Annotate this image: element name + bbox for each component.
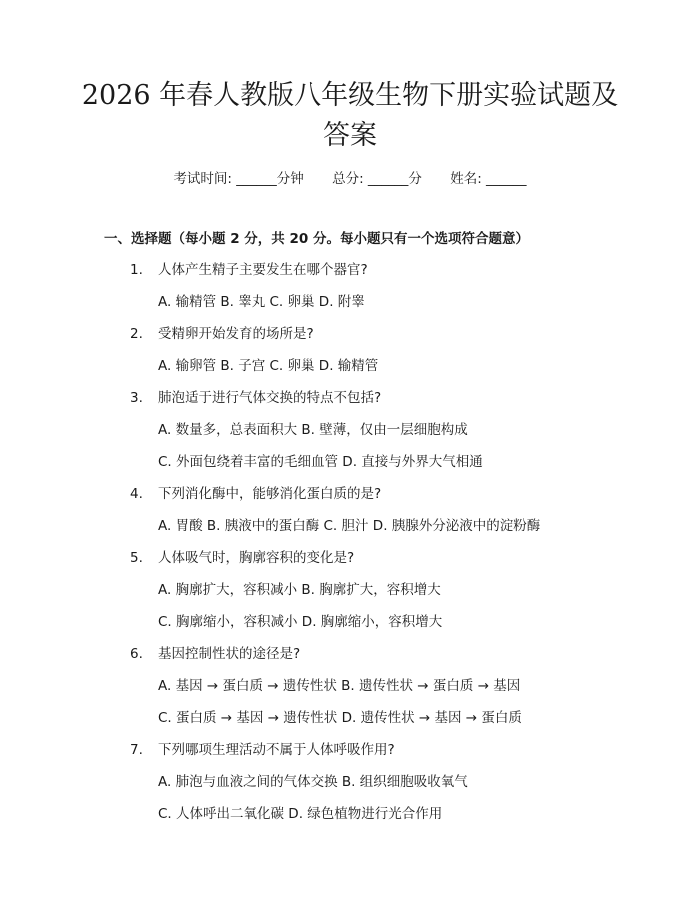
question-3 (130, 388, 381, 408)
question-3-options-line-1: A. 数量多，总表面积大 B. 壁薄，仅由一层细胞构成 (158, 422, 468, 438)
question-2-options: A. 输卵管 B. 子宫 C. 卵巢 D. 输精管 (158, 358, 379, 374)
question-6-options-line-1: A. 基因 → 蛋白质 → 遗传性状 B. 遗传性状 → 蛋白质 → 基因 (158, 678, 521, 694)
question-7-options-line-2: C. 人体呼出二氧化碳 D. 绿色植物进行光合作用 (158, 806, 443, 822)
question-text: 人体吸气时，胸廓容积的变化是? (158, 550, 355, 566)
section-title: 一、选择题（每小题 2 分，共 20 分。每小题只有一个选项符合题意） (104, 231, 529, 247)
question-text: 基因控制性状的途径是? (158, 646, 301, 662)
title-line-1: 2026 年春人教版八年级生物下册实验试题及 (81, 80, 619, 111)
question-text: 人体产生精子主要发生在哪个器官? (158, 262, 368, 278)
total-score-field: 总分: ______分 (332, 171, 422, 187)
page-title (60, 76, 640, 156)
question-5-options-line-2: C. 胸廓缩小，容积减小 D. 胸廓缩小，容积增大 (158, 614, 443, 630)
question-number: 4. (130, 486, 143, 502)
question-1 (130, 260, 368, 280)
question-2 (130, 324, 314, 344)
question-number: 5. (130, 550, 143, 566)
question-number: 6. (130, 646, 143, 662)
question-7-options-line-1: A. 肺泡与血液之间的气体交换 B. 组织细胞吸收氧气 (158, 774, 468, 790)
title-line-2: 答案 (323, 120, 377, 151)
question-number: 7. (130, 742, 143, 758)
question-number: 3. (130, 390, 143, 406)
question-5-options-line-1: A. 胸廓扩大，容积减小 B. 胸廓扩大，容积增大 (158, 582, 441, 598)
question-3-options-line-2: C. 外面包绕着丰富的毛细血管 D. 直接与外界大气相通 (158, 454, 483, 470)
question-1-options: A. 输精管 B. 睾丸 C. 卵巢 D. 附睾 (158, 294, 365, 310)
question-number: 2. (130, 326, 143, 342)
name-field: 姓名: ______ (450, 171, 527, 187)
question-7 (130, 740, 395, 760)
exam-time-field: 考试时间: ______分钟 (173, 171, 304, 187)
question-text: 受精卵开始发育的场所是? (158, 326, 314, 342)
question-4-options: A. 胃酸 B. 胰液中的蛋白酶 C. 胆汁 D. 胰腺外分泌液中的淀粉酶 (158, 518, 541, 534)
exam-info (0, 169, 700, 189)
question-6 (130, 644, 300, 664)
question-5 (130, 548, 354, 568)
question-number: 1. (130, 262, 143, 278)
question-6-options-line-2: C. 蛋白质 → 基因 → 遗传性状 D. 遗传性状 → 基因 → 蛋白质 (158, 710, 522, 726)
question-text: 肺泡适于进行气体交换的特点不包括? (158, 390, 382, 406)
question-text: 下列哪项生理活动不属于人体呼吸作用? (158, 742, 395, 758)
question-4 (130, 484, 381, 504)
question-text: 下列消化酶中，能够消化蛋白质的是? (158, 486, 382, 502)
